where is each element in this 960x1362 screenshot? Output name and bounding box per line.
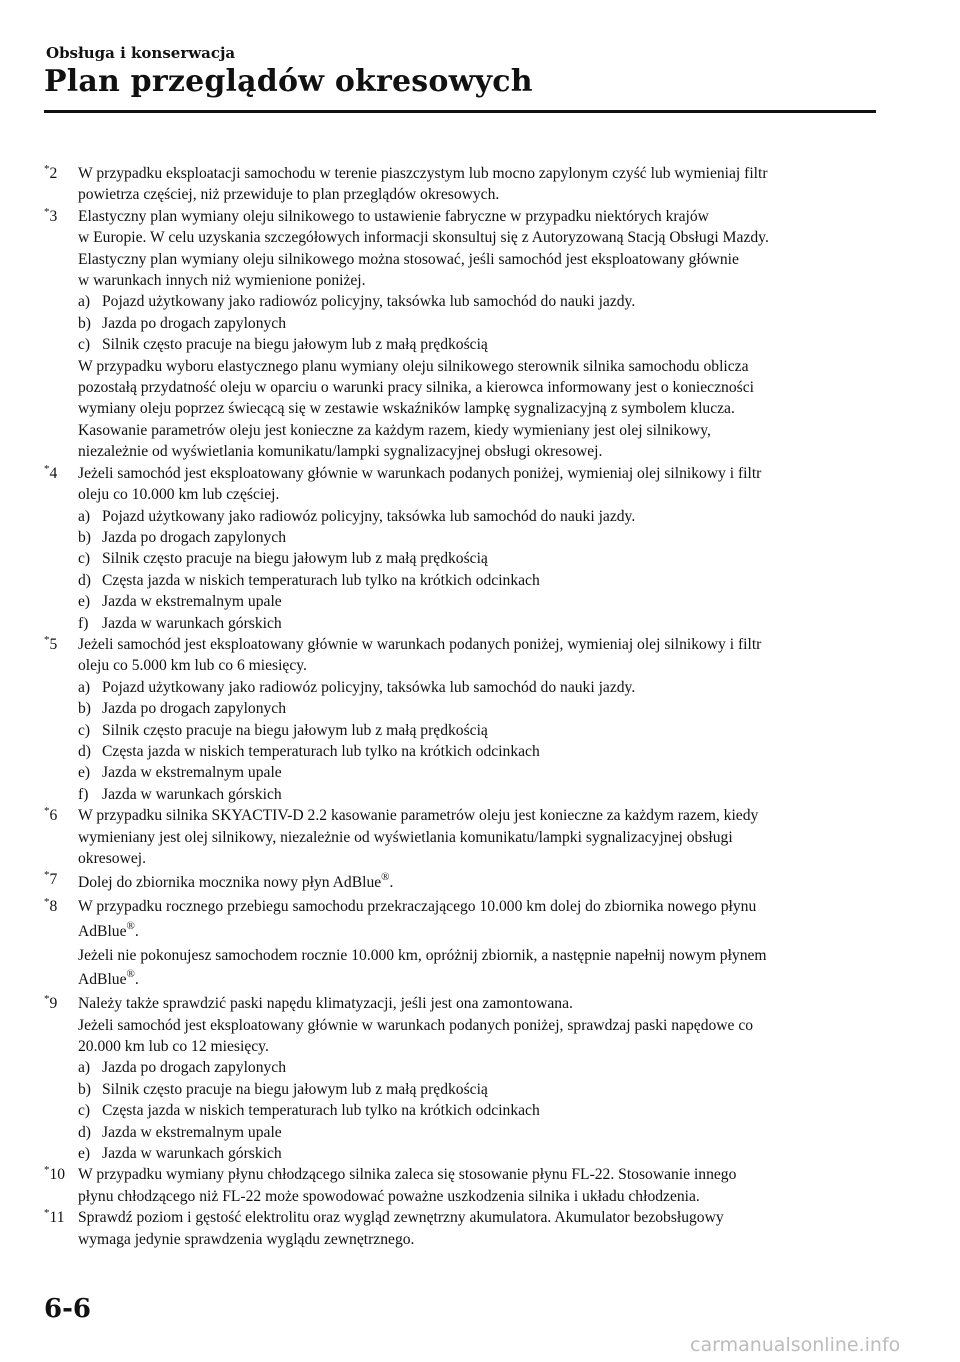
footnote-asterisk: * <box>44 1164 50 1177</box>
footnote-asterisk: * <box>44 896 50 909</box>
footnote-11 <box>44 1207 876 1250</box>
footnote-index: 10 <box>49 1166 66 1184</box>
footnote-line: w warunkach innych niż wymienione poniżej. <box>78 272 366 290</box>
section-header: Obsługa i konserwacja <box>46 44 236 62</box>
footnote-number <box>44 805 78 869</box>
condition-marker: c) <box>78 1102 91 1120</box>
condition-item <box>78 570 876 591</box>
footnote-line: Elastyczny plan wymiany oleju silnikowego to ustawienie fabryczne w przypadku niektórych krajów <box>78 207 709 225</box>
registered-mark: ® <box>381 871 390 884</box>
condition-marker: f) <box>78 614 89 632</box>
condition-marker: a) <box>78 507 91 525</box>
footnote-body <box>78 805 876 869</box>
footnote-asterisk: * <box>44 633 50 646</box>
condition-text: Jazda w ekstremalnym upale <box>102 764 282 782</box>
footnote-number <box>44 869 78 896</box>
footnote-line: Jeżeli nie pokonujesz samochodem rocznie 10.000 km, opróżnij zbiornik, a następnie napełnij nowym płynem <box>78 946 767 964</box>
condition-text: Pojazd użytkowany jako radiowóz policyjny, taksówka lub samochód do nauki jazdy. <box>102 678 636 696</box>
footnote-line: W przypadku silnika SKYACTIV-D 2.2 kasowanie parametrów oleju jest konieczne za każdym razem, kiedy <box>78 807 759 825</box>
footnote-line: AdBlue®. <box>78 968 139 989</box>
footnote-line: okresowej. <box>78 850 146 867</box>
footnote-line: wymiany oleju poprzez świecącą się w zestawie wskaźników lampkę sygnalizacyjną z symbolem klucza. <box>78 400 735 418</box>
footnote-4 <box>44 463 876 634</box>
condition-text: Jazda w ekstremalnym upale <box>102 593 282 611</box>
condition-marker: e) <box>78 764 91 782</box>
condition-text: Częsta jazda w niskich temperaturach lub tylko na krótkich odcinkach <box>102 1102 540 1120</box>
footnote-line: 20.000 km lub co 12 miesięcy. <box>78 1038 269 1056</box>
footnote-line: pozostałą przydatność oleju w oparciu o warunki pracy silnika, a kierowca informowany jest o konieczności <box>78 379 754 397</box>
footnote-line: Należy także sprawdzić paski napędu klimatyzacji, jeśli jest ona zamontowana. <box>78 995 573 1013</box>
footnote-line: oleju co 5.000 km lub co 6 miesięcy. <box>78 657 307 675</box>
footnote-line: W przypadku wymiany płynu chłodzącego silnika zaleca się stosowanie płynu FL-22. Stosowanie innego <box>78 1166 737 1184</box>
footnote-index: 5 <box>49 635 58 653</box>
footnote-number <box>44 634 78 805</box>
footnote-number <box>44 463 78 634</box>
condition-text: Silnik często pracuje na biegu jałowym lub z małą prędkością <box>102 1080 488 1098</box>
condition-marker: a) <box>78 293 91 311</box>
condition-item <box>78 313 876 334</box>
condition-marker: b) <box>78 700 91 718</box>
footnote-body <box>78 896 876 993</box>
condition-item <box>78 677 876 698</box>
condition-text: Jazda po drogach zapylonych <box>102 1059 287 1077</box>
registered-mark: ® <box>126 968 135 981</box>
footnote-10 <box>44 1164 876 1207</box>
footnote-asterisk: * <box>44 1207 50 1220</box>
footnote-body <box>78 1164 876 1207</box>
condition-text: Pojazd użytkowany jako radiowóz policyjny, taksówka lub samochód do nauki jazdy. <box>102 507 636 525</box>
page-number: 6-6 <box>44 1294 91 1324</box>
condition-item <box>78 1079 876 1100</box>
condition-text: Silnik często pracuje na biegu jałowym lub z małą prędkością <box>102 721 488 739</box>
condition-item <box>78 291 876 312</box>
condition-marker: e) <box>78 593 91 611</box>
condition-item <box>78 698 876 719</box>
footnote-line: W przypadku eksploatacji samochodu w terenie piaszczystym lub mocno zapylonym czyść lub wymieniaj filtr <box>78 165 768 182</box>
page-title: Plan przeglądów okresowych <box>44 64 533 99</box>
condition-marker: b) <box>78 528 91 546</box>
watermark: carmanualsonline.info <box>690 1334 901 1356</box>
condition-text: Silnik często pracuje na biegu jałowym lub z małą prędkością <box>102 336 488 354</box>
footnote-number <box>44 1164 78 1207</box>
footnote-line: niezależnie od wyświetlania komunikatu/lampki sygnalizacyjnej obsługi okresowej. <box>78 443 603 461</box>
condition-marker: a) <box>78 1059 91 1077</box>
footnote-index: 2 <box>49 165 58 182</box>
footnote-body <box>78 206 876 463</box>
footnote-line: Kasowanie parametrów oleju jest konieczne za każdym razem, kiedy wymieniany jest olej silnikowy, <box>78 421 711 439</box>
condition-item <box>78 784 876 805</box>
footnote-number <box>44 206 78 463</box>
condition-item <box>78 506 876 527</box>
footnote-line: oleju co 10.000 km lub częściej. <box>78 486 280 504</box>
footnote-line: AdBlue®. <box>78 919 139 940</box>
footnote-index: 9 <box>49 995 58 1013</box>
footnote-asterisk: * <box>44 462 50 475</box>
condition-marker: d) <box>78 1123 91 1141</box>
condition-text: Silnik często pracuje na biegu jałowym lub z małą prędkością <box>102 550 488 568</box>
footnote-index: 11 <box>49 1209 65 1227</box>
condition-item <box>78 591 876 612</box>
condition-item <box>78 741 876 762</box>
condition-text: Jazda po drogach zapylonych <box>102 700 287 718</box>
footnote-7 <box>44 869 876 896</box>
footnote-body <box>78 163 876 206</box>
footnote-line: W przypadku rocznego przebiegu samochodu przekraczającego 10.000 km dolej do zbiornika nowego płynu <box>78 898 757 916</box>
condition-text: Jazda w ekstremalnym upale <box>102 1123 282 1141</box>
footnote-index: 8 <box>49 898 58 916</box>
footnote-line: wymieniany jest olej silnikowy, niezależnie od wyświetlania komunikatu/lampki sygnalizacyjnej obsługi <box>78 828 733 846</box>
footnote-body <box>78 869 876 896</box>
condition-item <box>78 548 876 569</box>
condition-marker: c) <box>78 336 91 354</box>
condition-marker: b) <box>78 1080 91 1098</box>
footnote-6 <box>44 805 876 869</box>
footnote-line: Jeżeli samochód jest eksploatowany głównie w warunkach podanych poniżej, wymieniaj olej silnikowy i filtr <box>78 464 762 482</box>
condition-text: Częsta jazda w niskich temperaturach lub tylko na krótkich odcinkach <box>102 742 540 760</box>
footnote-body <box>78 993 876 1164</box>
footnote-index: 7 <box>49 871 58 889</box>
footnote-asterisk: * <box>44 805 50 818</box>
footnote-line: w Europie. W celu uzyskania szczegółowych informacji skonsultuj się z Autoryzowaną Stacją Obsługi Mazdy. <box>78 229 769 247</box>
condition-item <box>78 613 876 634</box>
footnote-line: Sprawdź poziom i gęstość elektrolitu oraz wygląd zewnętrzny akumulatora. Akumulator bezobsługowy <box>78 1209 724 1227</box>
footnote-number <box>44 896 78 993</box>
condition-text: Pojazd użytkowany jako radiowóz policyjny, taksówka lub samochód do nauki jazdy. <box>102 293 636 311</box>
footnote-index: 6 <box>49 807 58 825</box>
footnote-body <box>78 1207 876 1250</box>
footnote-index: 3 <box>49 207 58 225</box>
condition-item <box>78 762 876 783</box>
condition-item <box>78 1100 876 1121</box>
condition-marker: b) <box>78 314 91 332</box>
footnote-asterisk: * <box>44 163 50 175</box>
footnote-asterisk: * <box>44 869 50 882</box>
condition-text: Jazda w warunkach górskich <box>102 614 282 632</box>
footnote-5 <box>44 634 876 805</box>
footnote-line: Jeżeli samochód jest eksploatowany głównie w warunkach podanych poniżej, wymieniaj olej silnikowy i filtr <box>78 635 762 653</box>
condition-text: Częsta jazda w niskich temperaturach lub tylko na krótkich odcinkach <box>102 571 540 589</box>
footnote-line: Dolej do zbiornika mocznika nowy płyn AdBlue®. <box>78 871 394 892</box>
footnote-line: powietrza częściej, niż przewiduje to plan przeglądów okresowych. <box>78 186 500 204</box>
footnote-line: wymaga jedynie sprawdzenia wyglądu zewnętrznego. <box>78 1230 415 1248</box>
condition-text: Jazda w warunkach górskich <box>102 1145 282 1163</box>
condition-item <box>78 1122 876 1143</box>
footnote-line: Elastyczny plan wymiany oleju silnikowego można stosować, jeśli samochód jest eksploatowany głównie <box>78 250 739 268</box>
footnote-line: płynu chłodzącego niż FL-22 może spowodować poważne uszkodzenia silnika i układu chłodzenia. <box>78 1187 700 1205</box>
condition-item <box>78 1057 876 1078</box>
condition-item <box>78 527 876 548</box>
condition-item <box>78 1143 876 1164</box>
footnote-number <box>44 1207 78 1250</box>
condition-marker: a) <box>78 678 91 696</box>
footnote-index: 4 <box>49 464 58 482</box>
footnote-body <box>78 463 876 634</box>
condition-marker: d) <box>78 742 91 760</box>
condition-text: Jazda po drogach zapylonych <box>102 528 287 546</box>
registered-mark: ® <box>126 919 135 932</box>
footnotes-list <box>44 163 876 1250</box>
condition-text: Jazda po drogach zapylonych <box>102 314 287 332</box>
footnote-3 <box>44 206 876 463</box>
condition-marker: d) <box>78 571 91 589</box>
condition-marker: c) <box>78 550 91 568</box>
condition-marker: e) <box>78 1145 91 1163</box>
condition-item <box>78 720 876 741</box>
footnote-number <box>44 993 78 1164</box>
footnote-line: W przypadku wyboru elastycznego planu wymiany oleju silnikowego sterownik silnika samochodu oblicza <box>78 357 749 375</box>
footnote-line: Jeżeli samochód jest eksploatowany głównie w warunkach podanych poniżej, sprawdzaj paski napędowe co <box>78 1016 754 1034</box>
footnote-asterisk: * <box>44 993 50 1006</box>
footnote-2 <box>44 163 876 206</box>
condition-marker: c) <box>78 721 91 739</box>
footnote-asterisk: * <box>44 205 50 218</box>
footnote-8 <box>44 896 876 993</box>
condition-text: Jazda w warunkach górskich <box>102 785 282 803</box>
title-divider <box>44 110 876 113</box>
condition-item <box>78 334 876 355</box>
condition-marker: f) <box>78 785 89 803</box>
footnote-9 <box>44 993 876 1164</box>
footnote-number <box>44 163 78 206</box>
footnote-body <box>78 634 876 805</box>
